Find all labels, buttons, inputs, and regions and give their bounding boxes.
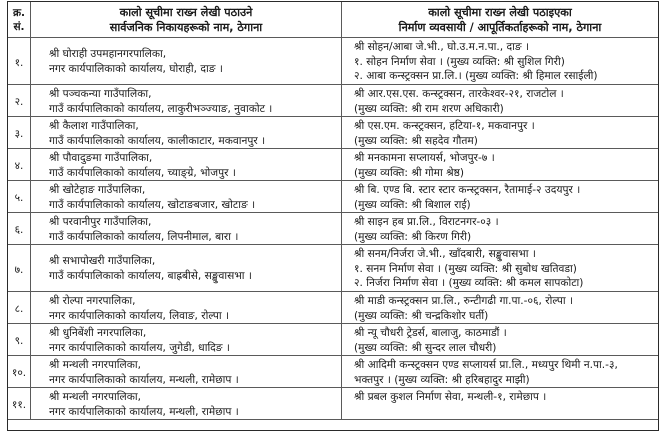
public-body-header-line1: कालो सूचीमा राख्न लेखी पठाउने (119, 5, 253, 19)
serial-number: १. (14, 57, 24, 69)
serial-number: ५. (14, 192, 24, 204)
public-body-line: श्री घोराही उपमहानगरपालिका, (49, 48, 167, 60)
public-body-cell (31, 181, 342, 212)
serial-number: ३. (14, 128, 24, 140)
public-body-line: गाउँ कार्यपालिकाको कार्यालय, च्याङ्ग्रे, भोजपुर । (49, 166, 236, 179)
public-body-line: श्री मन्थली नगरपालिका, (49, 391, 141, 403)
public-body-header (31, 2, 342, 37)
table-row (8, 181, 658, 213)
serial-number: ८. (14, 303, 24, 315)
public-body-line: श्री रोल्पा नगरपालिका, (49, 295, 136, 307)
contractor-cell (342, 149, 658, 180)
table-row (8, 149, 658, 181)
contractor-cell (342, 356, 658, 387)
contractor-line: श्री आदिमी कन्स्ट्रक्सन एण्ड सप्लायर्स प्रा.लि., मध्यपुर थिमी न.पा.-३, (354, 359, 618, 371)
table-row (8, 213, 658, 245)
serial-cell (8, 85, 31, 116)
public-body-line: श्री मन्थली नगरपालिका, (49, 359, 141, 371)
contractor-line: (मुख्य व्यक्ति: श्री बिशाल राई) (354, 198, 471, 211)
contractor-line: श्री न्यू चौधरी ट्रेडर्स, बालाजु, काठमाडौं । (354, 327, 507, 339)
public-body-cell (31, 388, 342, 419)
table-row (8, 38, 658, 85)
contractor-cell (342, 117, 658, 148)
table-row (8, 245, 658, 292)
public-body-cell (31, 85, 342, 116)
contractor-header-line1: कालो सूचीमा राख्न लेखी पठाइएका (428, 5, 572, 19)
contractor-cell (342, 85, 658, 116)
public-body-cell (31, 117, 342, 148)
public-body-line: श्री परवानीपुर गाउँपालिका, (49, 216, 152, 228)
contractor-line: श्री मनकामना सप्लायर्स, भोजपुर-७ । (354, 152, 495, 164)
serial-header-line2: सं. (13, 20, 25, 33)
public-body-line: श्री खोटेहाङ गाउँपालिका, (49, 184, 146, 196)
contractor-cell (342, 181, 658, 212)
serial-number: २. (14, 96, 24, 108)
contractor-line: २. निर्जरा निर्माण सेवा । (मुख्य व्यक्ति: श्री कमल सापकोटा) (354, 277, 584, 289)
contractor-line: श्री आर.एस.एस. कन्स्ट्रक्सन, तारकेश्वर-२१, राजटोल । (354, 88, 564, 100)
public-body-cell (31, 213, 342, 244)
contractor-line: (मुख्य व्यक्ति: श्री राम शरण अधिकारी) (354, 102, 504, 115)
public-body-line: नगर कार्यपालिकाको कार्यालय, मन्थली, रामेछाप । (49, 373, 239, 386)
public-body-header-line2: सार्वजनिक निकायहरूको नाम, ठेगाना (109, 20, 263, 34)
serial-number: ६. (14, 224, 24, 236)
public-body-line: श्री पञ्चकन्या गाउँपालिका, (49, 88, 152, 100)
contractor-line: श्री प्रबल कुशल निर्माण सेवा, मन्थली-१, रामेछाप । (354, 391, 547, 403)
serial-number: ४. (14, 160, 24, 172)
public-body-line: नगर कार्यपालिकाको कार्यालय, मन्थली, रामेछाप । (49, 405, 239, 418)
contractor-line: श्री माडी कन्स्ट्रक्सन प्रा.लि., रुन्टीगढी गा.पा.-०६, रोल्पा । (354, 295, 574, 307)
contractor-line: १. सोहन निर्माण सेवा । (मुख्य व्यक्ति: श्री सुशिल गिरी) (354, 55, 565, 68)
contractor-line: श्री बि. एण्ड बि. स्टार स्टार कन्स्ट्रक्सन, रैतामाई-२ उदयपुर । (354, 184, 581, 196)
contractor-line: (मुख्य व्यक्ति: श्री चन्द्रकिशोर घर्ती) (354, 309, 489, 322)
public-body-line: श्री कैलाश गाउँपालिका, (49, 120, 139, 132)
table-row (8, 388, 658, 420)
serial-cell (8, 292, 31, 323)
public-body-line: श्री सभापोखरी गाउँपालिका, (49, 255, 156, 267)
public-body-cell (31, 324, 342, 355)
serial-cell (8, 324, 31, 355)
serial-header-line1: क्र. (12, 6, 26, 19)
blacklist-table (7, 1, 659, 431)
contractor-cell (342, 245, 658, 291)
table-header (8, 2, 658, 38)
public-body-cell (31, 149, 342, 180)
table-row (8, 117, 658, 149)
contractor-header (342, 2, 658, 37)
public-body-cell (31, 38, 342, 84)
public-body-line: गाउँ कार्यपालिकाको कार्यालय, खोटाङबजार, खोटाङ । (49, 198, 256, 211)
public-body-cell (31, 356, 342, 387)
serial-cell (8, 38, 31, 84)
contractor-line: श्री एस.एम. कन्स्ट्रक्सन, हटिया-१, मकवानपुर । (354, 120, 535, 132)
serial-header (8, 2, 31, 37)
contractor-line: भक्तपुर । (मुख्य व्यक्ति: श्री हरिबहादुर माझी) (354, 373, 530, 386)
public-body-line: नगर कार्यपालिकाको कार्यालय, घोराही, दाङ । (49, 62, 223, 75)
contractor-cell (342, 38, 658, 84)
contractor-line: (मुख्य व्यक्ति: श्री किरण गिरी) (354, 230, 472, 243)
public-body-line: गाउँ कार्यपालिकाको कार्यालय, लिपनीमाल, बारा । (49, 230, 239, 243)
serial-number: ७. (14, 264, 24, 276)
serial-cell (8, 388, 31, 419)
contractor-line: श्री सनम/निर्जरा जे.भी., खाँदबारी, सङ्खुवासभा । (354, 248, 536, 260)
contractor-line: श्री सोहन/आबा जे.भी., घो.उ.म.न.पा., दाङ । (354, 41, 529, 53)
contractor-line: श्री साइन हब प्रा.लि., विराटनगर-०३ । (354, 216, 499, 228)
public-body-line: गाउँ कार्यपालिकाको कार्यालय, कालीकाटार, मकवानपुर । (49, 134, 266, 147)
public-body-line: गाउँ कार्यपालिकाको कार्यालय, बाह्रबीसे, सङ्खुवासभा । (49, 269, 252, 282)
table-row (8, 292, 658, 324)
public-body-cell (31, 245, 342, 291)
public-body-cell (31, 292, 342, 323)
contractor-line: (मुख्य व्यक्ति: श्री गोमा श्रेष्ठ) (354, 166, 464, 179)
table-row (8, 85, 658, 117)
public-body-line: गाउँ कार्यपालिकाको कार्यालय, लाकुरीभञ्ज्याङ, नुवाकोट । (49, 102, 273, 115)
serial-number: ९. (14, 335, 24, 347)
public-body-line: श्री धुनिबेंशी नगरपालिका, (49, 327, 147, 339)
contractor-line: २. आबा कन्स्ट्रक्सन प्रा.लि.। (मुख्य व्यक्ति: श्री हिमाल रसाईली) (354, 70, 598, 82)
serial-cell (8, 149, 31, 180)
contractor-line: (मुख्य व्यक्ति: श्री सहदेव गौतम) (354, 134, 478, 147)
table-row (8, 356, 658, 388)
public-body-line: श्री पौवादुङमा गाउँपालिका, (49, 152, 153, 164)
contractor-header-line2: निर्माण व्यवसायी / आपूर्तिकर्ताहरूको नाम, ठेगाना (398, 20, 602, 34)
contractor-cell (342, 292, 658, 323)
serial-cell (8, 213, 31, 244)
contractor-line: १. सनम निर्माण सेवा । (मुख्य व्यक्ति: श्री सुबोध खतिवडा) (354, 262, 577, 275)
serial-cell (8, 117, 31, 148)
serial-cell (8, 245, 31, 291)
public-body-line: नगर कार्यपालिकाको कार्यालय, जुगेडी, धादिङ । (49, 341, 230, 354)
public-body-line: नगर कार्यपालिकाको कार्यालय, लिवाङ, रोल्पा । (49, 309, 230, 322)
serial-number: १०. (11, 367, 27, 379)
contractor-cell (342, 388, 658, 419)
contractor-cell (342, 213, 658, 244)
contractor-cell (342, 324, 658, 355)
table-row (8, 324, 658, 356)
serial-cell (8, 356, 31, 387)
serial-cell (8, 181, 31, 212)
serial-number: ११. (11, 399, 27, 411)
contractor-line: (मुख्य व्यक्ति: श्री सुन्दर लाल चौधरी) (354, 341, 497, 354)
